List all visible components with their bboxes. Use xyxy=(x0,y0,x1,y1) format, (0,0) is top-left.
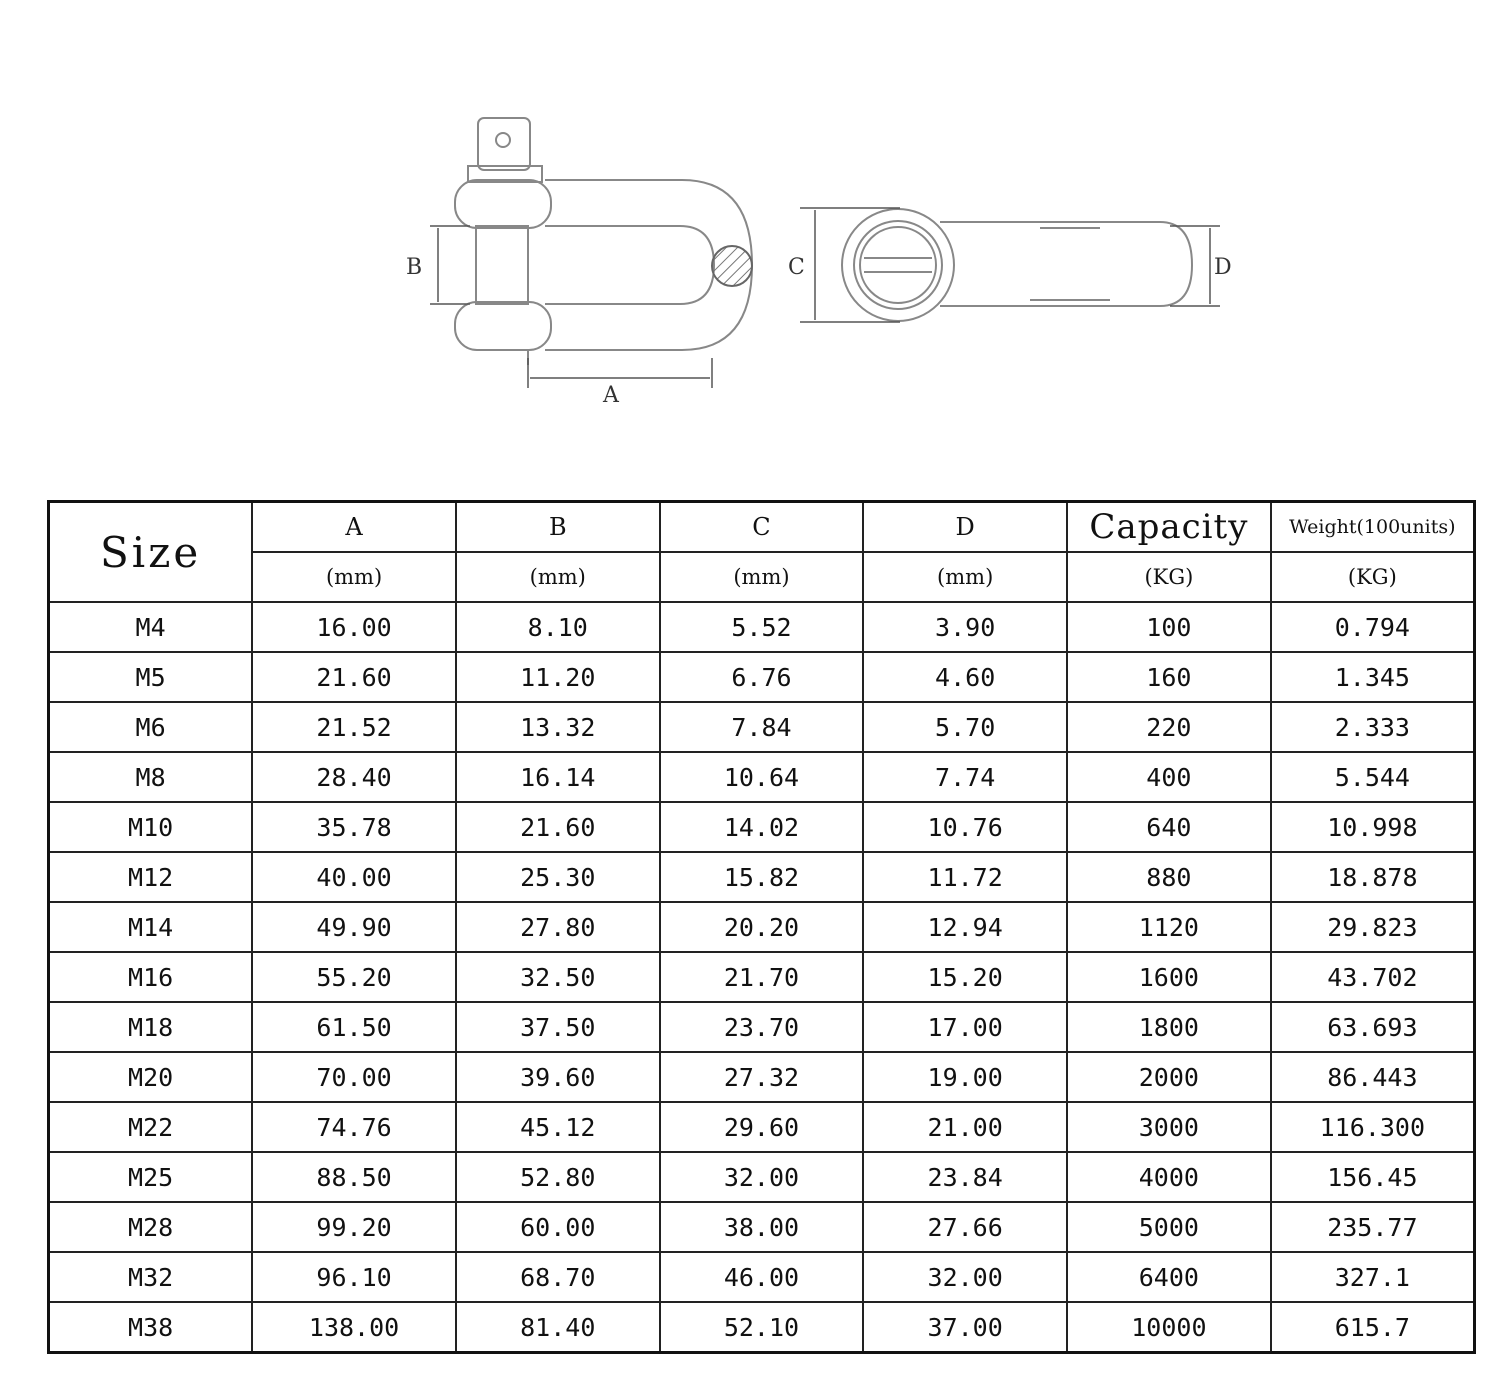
table-header-row xyxy=(49,502,1475,553)
cell-weight: 156.45 xyxy=(1271,1152,1475,1202)
cell-a: 138.00 xyxy=(252,1302,456,1353)
cell-weight: 5.544 xyxy=(1271,752,1475,802)
cell-b: 21.60 xyxy=(456,802,660,852)
table-row xyxy=(49,852,1475,902)
cell-weight: 29.823 xyxy=(1271,902,1475,952)
cell-a: 28.40 xyxy=(252,752,456,802)
table-row xyxy=(49,802,1475,852)
unit-b: (mm) xyxy=(456,552,660,602)
table-row xyxy=(49,1252,1475,1302)
cell-d: 11.72 xyxy=(863,852,1067,902)
header-d: D xyxy=(863,502,1067,553)
cell-weight: 116.300 xyxy=(1271,1102,1475,1152)
table-row xyxy=(49,652,1475,702)
cell-c: 21.70 xyxy=(660,952,864,1002)
cell-d: 7.74 xyxy=(863,752,1067,802)
cell-d: 5.70 xyxy=(863,702,1067,752)
cell-a: 96.10 xyxy=(252,1252,456,1302)
cell-d: 19.00 xyxy=(863,1052,1067,1102)
cell-size: M38 xyxy=(49,1302,253,1353)
cell-a: 55.20 xyxy=(252,952,456,1002)
dimension-c xyxy=(800,208,900,322)
cell-weight: 10.998 xyxy=(1271,802,1475,852)
cell-a: 61.50 xyxy=(252,1002,456,1052)
dimension-a xyxy=(528,358,712,388)
cell-weight: 327.1 xyxy=(1271,1252,1475,1302)
cell-c: 38.00 xyxy=(660,1202,864,1252)
cell-b: 32.50 xyxy=(456,952,660,1002)
cell-c: 46.00 xyxy=(660,1252,864,1302)
cell-c: 14.02 xyxy=(660,802,864,852)
cell-d: 12.94 xyxy=(863,902,1067,952)
dimension-b xyxy=(430,226,470,304)
cell-capacity: 10000 xyxy=(1067,1302,1271,1353)
cell-capacity: 400 xyxy=(1067,752,1271,802)
cell-b: 68.70 xyxy=(456,1252,660,1302)
cell-b: 39.60 xyxy=(456,1052,660,1102)
unit-weight: (KG) xyxy=(1271,552,1475,602)
unit-capacity: (KG) xyxy=(1067,552,1271,602)
cell-a: 99.20 xyxy=(252,1202,456,1252)
specification-table xyxy=(47,500,1476,1354)
bow-cross-section xyxy=(712,246,752,286)
cell-weight: 2.333 xyxy=(1271,702,1475,752)
cell-size: M18 xyxy=(49,1002,253,1052)
cell-d: 10.76 xyxy=(863,802,1067,852)
unit-c: (mm) xyxy=(660,552,864,602)
cell-size: M12 xyxy=(49,852,253,902)
table-row xyxy=(49,1002,1475,1052)
table-body xyxy=(49,602,1475,1353)
cell-b: 11.20 xyxy=(456,652,660,702)
cell-capacity: 160 xyxy=(1067,652,1271,702)
cell-d: 4.60 xyxy=(863,652,1067,702)
cell-b: 27.80 xyxy=(456,902,660,952)
cell-size: M25 xyxy=(49,1152,253,1202)
cell-capacity: 5000 xyxy=(1067,1202,1271,1252)
cell-c: 5.52 xyxy=(660,602,864,652)
cell-d: 27.66 xyxy=(863,1202,1067,1252)
cell-size: M22 xyxy=(49,1102,253,1152)
cell-size: M5 xyxy=(49,652,253,702)
dimension-label-d: D xyxy=(1214,255,1232,280)
cell-b: 60.00 xyxy=(456,1202,660,1252)
table-row xyxy=(49,1052,1475,1102)
cell-d: 17.00 xyxy=(863,1002,1067,1052)
table-row xyxy=(49,702,1475,752)
header-a: A xyxy=(252,502,456,553)
cell-size: M6 xyxy=(49,702,253,752)
cell-a: 74.76 xyxy=(252,1102,456,1152)
cell-c: 6.76 xyxy=(660,652,864,702)
cell-c: 20.20 xyxy=(660,902,864,952)
table-row xyxy=(49,1302,1475,1353)
cell-weight: 1.345 xyxy=(1271,652,1475,702)
cell-a: 16.00 xyxy=(252,602,456,652)
cell-capacity: 1800 xyxy=(1067,1002,1271,1052)
dimension-d xyxy=(1170,226,1220,306)
table-row xyxy=(49,952,1475,1002)
cell-b: 52.80 xyxy=(456,1152,660,1202)
cell-size: M28 xyxy=(49,1202,253,1252)
header-b: B xyxy=(456,502,660,553)
cell-size: M4 xyxy=(49,602,253,652)
cell-b: 8.10 xyxy=(456,602,660,652)
cell-size: M14 xyxy=(49,902,253,952)
header-c: C xyxy=(660,502,864,553)
table-row xyxy=(49,1202,1475,1252)
cell-c: 10.64 xyxy=(660,752,864,802)
cell-b: 81.40 xyxy=(456,1302,660,1353)
cell-capacity: 100 xyxy=(1067,602,1271,652)
cell-c: 7.84 xyxy=(660,702,864,752)
cell-capacity: 640 xyxy=(1067,802,1271,852)
cell-capacity: 880 xyxy=(1067,852,1271,902)
cell-d: 23.84 xyxy=(863,1152,1067,1202)
cell-weight: 86.443 xyxy=(1271,1052,1475,1102)
cell-a: 35.78 xyxy=(252,802,456,852)
header-capacity: Capacity xyxy=(1067,502,1271,553)
shackle-dimension-diagram xyxy=(0,0,1500,440)
cell-b: 25.30 xyxy=(456,852,660,902)
cell-weight: 63.693 xyxy=(1271,1002,1475,1052)
header-weight: Weight(100units) xyxy=(1271,502,1475,553)
cell-a: 70.00 xyxy=(252,1052,456,1102)
cell-capacity: 1600 xyxy=(1067,952,1271,1002)
cell-d: 37.00 xyxy=(863,1302,1067,1353)
cell-capacity: 2000 xyxy=(1067,1052,1271,1102)
dimension-label-a: A xyxy=(603,383,619,408)
cell-a: 88.50 xyxy=(252,1152,456,1202)
unit-a: (mm) xyxy=(252,552,456,602)
dimension-label-c: C xyxy=(788,255,805,280)
table-row xyxy=(49,902,1475,952)
cell-weight: 43.702 xyxy=(1271,952,1475,1002)
cell-size: M20 xyxy=(49,1052,253,1102)
cell-c: 52.10 xyxy=(660,1302,864,1353)
cell-d: 32.00 xyxy=(863,1252,1067,1302)
cell-capacity: 4000 xyxy=(1067,1152,1271,1202)
shackle-side-view xyxy=(455,118,752,365)
dimension-label-b: B xyxy=(406,255,423,280)
cell-c: 27.32 xyxy=(660,1052,864,1102)
cell-d: 21.00 xyxy=(863,1102,1067,1152)
cell-size: M8 xyxy=(49,752,253,802)
table-row xyxy=(49,752,1475,802)
cell-c: 29.60 xyxy=(660,1102,864,1152)
table-row xyxy=(49,1152,1475,1202)
cell-b: 13.32 xyxy=(456,702,660,752)
header-size: Size xyxy=(49,502,253,603)
cell-a: 21.60 xyxy=(252,652,456,702)
shackle-top-view xyxy=(842,209,1192,321)
cell-a: 21.52 xyxy=(252,702,456,752)
cell-capacity: 1120 xyxy=(1067,902,1271,952)
cell-c: 23.70 xyxy=(660,1002,864,1052)
cell-size: M32 xyxy=(49,1252,253,1302)
cell-capacity: 220 xyxy=(1067,702,1271,752)
table-row xyxy=(49,1102,1475,1152)
cell-a: 40.00 xyxy=(252,852,456,902)
table-row xyxy=(49,602,1475,652)
cell-weight: 0.794 xyxy=(1271,602,1475,652)
cell-weight: 235.77 xyxy=(1271,1202,1475,1252)
cell-a: 49.90 xyxy=(252,902,456,952)
cell-weight: 615.7 xyxy=(1271,1302,1475,1353)
unit-d: (mm) xyxy=(863,552,1067,602)
cell-size: M16 xyxy=(49,952,253,1002)
cell-capacity: 3000 xyxy=(1067,1102,1271,1152)
cell-b: 16.14 xyxy=(456,752,660,802)
cell-capacity: 6400 xyxy=(1067,1252,1271,1302)
cell-b: 45.12 xyxy=(456,1102,660,1152)
cell-c: 15.82 xyxy=(660,852,864,902)
cell-d: 15.20 xyxy=(863,952,1067,1002)
cell-size: M10 xyxy=(49,802,253,852)
cell-weight: 18.878 xyxy=(1271,852,1475,902)
cell-c: 32.00 xyxy=(660,1152,864,1202)
table-unit-row xyxy=(49,552,1475,602)
cell-b: 37.50 xyxy=(456,1002,660,1052)
cell-d: 3.90 xyxy=(863,602,1067,652)
